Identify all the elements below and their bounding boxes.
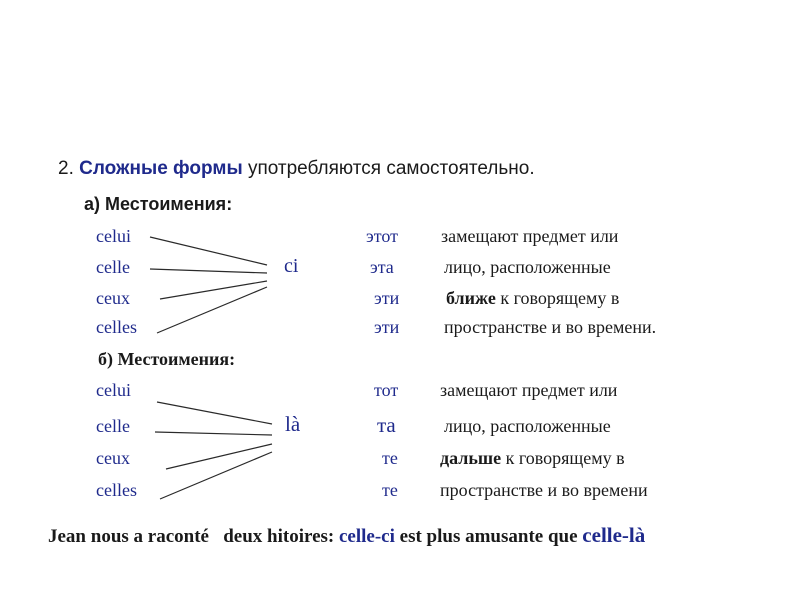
connector-b-celle — [155, 432, 272, 435]
russian-b-0: тот — [374, 380, 399, 400]
desc-a-2: к говорящему в — [500, 288, 620, 308]
pronoun-a-celles: celles — [96, 317, 137, 337]
connector-a-celle — [150, 269, 267, 273]
connector-a-celles — [157, 287, 267, 333]
suffix-ci: ci — [284, 255, 299, 277]
desc-a-bold: ближе — [446, 288, 496, 308]
heading-highlight: Сложные формы — [79, 158, 243, 179]
desc-b-1: лицо, расположенные — [444, 416, 611, 436]
desc-b-bold: дальше — [440, 448, 502, 468]
pronoun-a-ceux: ceux — [96, 288, 130, 308]
pronoun-a-celui: celui — [96, 226, 131, 246]
desc-b-3: пространстве и во времени — [440, 480, 648, 500]
russian-a-1: эта — [370, 257, 394, 277]
pronoun-b-celle: celle — [96, 416, 130, 436]
desc-a-1: лицо, расположенные — [444, 257, 611, 277]
russian-a-2: эти — [374, 288, 400, 308]
example-part1: Jean nous a raconté deux hitoires: — [48, 526, 339, 547]
russian-b-2: те — [382, 448, 398, 468]
desc-a-3: пространстве и во времени. — [444, 317, 657, 337]
russian-a-3: эти — [374, 317, 400, 337]
desc-a-0: замещают предмет или — [441, 226, 619, 246]
connector-a-celui — [150, 237, 267, 265]
pronoun-b-celles: celles — [96, 480, 137, 500]
heading-number: 2. — [58, 158, 74, 179]
example-sentence — [48, 523, 645, 548]
example-part2: est plus amusante que — [394, 526, 583, 547]
heading-rest: употребляются самостоятельно. — [247, 158, 535, 179]
section-b-label: б) Местоимения: — [98, 349, 236, 369]
pronoun-a-celle: celle — [96, 257, 130, 277]
section-a-label: а) Местоимения: — [84, 194, 233, 214]
pronoun-b-ceux: ceux — [96, 448, 130, 468]
desc-b-2: к говорящему в — [505, 448, 625, 468]
suffix-la: là — [285, 412, 301, 436]
russian-a-0: этот — [366, 226, 398, 246]
desc-b-0: замещают предмет или — [440, 380, 618, 400]
russian-b-1: та — [377, 413, 396, 437]
connector-b-ceux — [166, 444, 272, 469]
connector-a-ceux — [160, 281, 267, 299]
connector-b-celles — [160, 452, 272, 499]
example-la-form: celle-là — [582, 523, 646, 547]
connector-b-celui — [157, 402, 272, 424]
pronoun-b-celui: celui — [96, 380, 131, 400]
example-ci-form: celle-ci — [338, 526, 395, 547]
russian-b-3: те — [382, 480, 398, 500]
